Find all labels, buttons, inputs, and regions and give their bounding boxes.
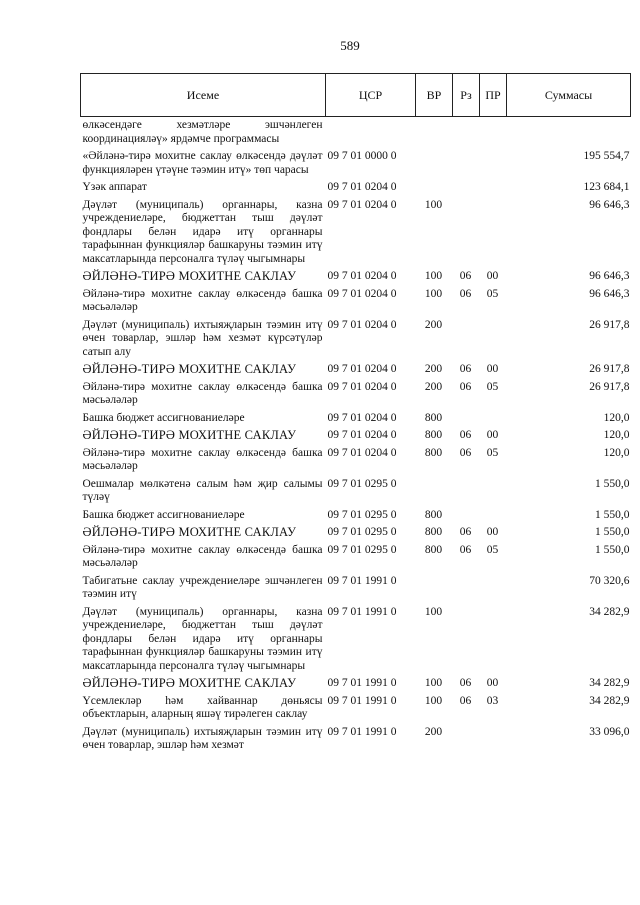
- row-sum: 1 550,0: [595, 526, 630, 538]
- row-vr: 100: [424, 270, 443, 282]
- table-header-row: [81, 74, 631, 117]
- row-csr: 09 7 01 1991 0: [327, 677, 397, 689]
- table-row: [81, 179, 631, 197]
- row-csr: 09 7 01 0204 0: [327, 181, 397, 193]
- row-pr: [480, 117, 507, 149]
- row-name: Дәүләт (муниципаль) ихтыяҗларын тәэмин итү өчен товарлар, эшләр һәм хезмәт: [82, 725, 323, 751]
- row-rz: 06: [459, 694, 472, 707]
- row-vr: [416, 179, 453, 197]
- row-rz: [453, 179, 480, 197]
- row-vr: 100: [424, 198, 443, 211]
- header-vr: ВР: [416, 74, 453, 117]
- row-name: ӘЙЛӘНӘ-ТИРӘ МОХИТНЕ САКЛАУ: [82, 428, 297, 442]
- row-name: Дәүләт (муниципаль) ихтыяҗларын тәэмин итү өчен товарлар, эшләр һәм хезмәт күрсәтүләр сатып алу: [82, 318, 323, 358]
- table-row: [81, 361, 631, 379]
- row-name: Табигатьне саклау учреждениеләре эшчәнлеген тәэмин итү: [82, 574, 323, 600]
- row-name: Дәүләт (муниципаль) органнары, казна учреждениеләре, бюджеттан тыш дәүләт фондлары белән идарә итү органнары тарафыннан функцияләр башкаруны тәэмин итү максатларында персоналга түләү чыгымнары: [82, 605, 323, 672]
- row-csr: 09 7 01 0204 0: [327, 318, 397, 331]
- row-rz: [453, 724, 480, 755]
- row-csr: 09 7 01 0204 0: [327, 380, 397, 393]
- row-csr: 09 7 01 0204 0: [327, 411, 397, 424]
- row-sum: 26 917,8: [589, 380, 630, 393]
- row-sum: 33 096,0: [589, 725, 630, 738]
- row-rz: [453, 317, 480, 362]
- row-name: Әйләнә-тирә мохитне саклау өлкәсендә башка мәсьәләләр: [82, 446, 323, 472]
- row-csr: [326, 117, 416, 149]
- header-sum: Суммасы: [507, 74, 631, 117]
- row-name: Башка бюджет ассигнованиеләре: [82, 508, 245, 521]
- table-row: [81, 445, 631, 476]
- row-csr: 09 7 01 1991 0: [327, 605, 397, 618]
- row-csr: 09 7 01 1991 0: [327, 725, 397, 738]
- row-pr: [480, 724, 507, 755]
- row-name: ӘЙЛӘНӘ-ТИРӘ МОХИТНЕ САКЛАУ: [82, 525, 297, 539]
- row-rz: 06: [459, 363, 472, 375]
- header-pr: ПР: [480, 74, 507, 117]
- row-csr: 09 7 01 0204 0: [327, 270, 397, 282]
- table-row: [81, 117, 631, 149]
- row-sum: 26 917,8: [589, 363, 630, 375]
- row-csr: 09 7 01 0295 0: [327, 543, 397, 556]
- row-pr: [480, 148, 507, 179]
- row-sum: 123 684,1: [583, 181, 630, 193]
- header-rz: Рз: [453, 74, 480, 117]
- row-rz: [453, 604, 480, 676]
- row-name: Әйләнә-тирә мохитне саклау өлкәсендә башка мәсьәләләр: [82, 380, 323, 406]
- row-csr: 09 7 01 1991 0: [327, 694, 397, 707]
- row-pr: [480, 573, 507, 604]
- row-rz: 06: [459, 446, 472, 459]
- row-vr: 100: [424, 287, 443, 300]
- row-csr: 09 7 01 0295 0: [327, 477, 397, 490]
- row-vr: 800: [424, 411, 443, 424]
- row-vr: 200: [424, 380, 443, 393]
- row-pr: 05: [486, 543, 499, 556]
- row-rz: [453, 476, 480, 507]
- table-row: [81, 542, 631, 573]
- row-pr: 05: [486, 380, 499, 393]
- row-rz: 06: [459, 287, 472, 300]
- row-rz: 06: [459, 543, 472, 556]
- row-rz: [453, 573, 480, 604]
- row-pr: [480, 197, 507, 269]
- row-vr: 200: [424, 725, 443, 738]
- row-name: Әйләнә-тирә мохитне саклау өлкәсендә башка мәсьәләләр: [82, 543, 323, 569]
- row-pr: 00: [486, 270, 499, 282]
- row-csr: 09 7 01 0000 0: [327, 150, 397, 162]
- row-sum: 120,0: [603, 446, 630, 459]
- table-row: [81, 197, 631, 269]
- row-rz: 06: [459, 526, 472, 538]
- row-vr: 800: [424, 543, 443, 556]
- row-vr: [416, 476, 453, 507]
- table-body: [81, 117, 631, 755]
- table-row: [81, 379, 631, 410]
- header-name: Исеме: [81, 74, 326, 117]
- row-pr: 00: [486, 429, 499, 441]
- row-vr: 200: [424, 363, 443, 375]
- row-vr: 100: [424, 605, 443, 618]
- row-pr: [480, 317, 507, 362]
- row-name: ӘЙЛӘНӘ-ТИРӘ МОХИТНЕ САКЛАУ: [82, 362, 297, 376]
- row-sum: 1 550,0: [595, 508, 630, 521]
- row-name: ӘЙЛӘНӘ-ТИРӘ МОХИТНЕ САКЛАУ: [82, 676, 297, 690]
- row-csr: 09 7 01 1991 0: [327, 574, 397, 587]
- row-name: ӘЙЛӘНӘ-ТИРӘ МОХИТНЕ САКЛАУ: [82, 269, 297, 283]
- budget-table: [80, 73, 631, 755]
- table-row: [81, 148, 631, 179]
- row-vr: [416, 117, 453, 149]
- row-vr: 800: [424, 526, 443, 538]
- row-sum: 120,0: [603, 429, 630, 441]
- row-pr: [480, 179, 507, 197]
- row-csr: 09 7 01 0204 0: [327, 429, 397, 441]
- table-row: [81, 724, 631, 755]
- row-sum: 1 550,0: [595, 543, 630, 556]
- row-sum: 34 282,9: [589, 605, 630, 618]
- table-row: [81, 268, 631, 286]
- row-rz: [453, 410, 480, 428]
- row-sum: 195 554,7: [583, 150, 630, 162]
- row-csr: 09 7 01 0204 0: [327, 287, 397, 300]
- row-name: «Әйләнә-тирә мохитне саклау өлкәсендә дәүләт функцияләрен үтәүне тәэмин итү» төп чарасы: [82, 150, 323, 176]
- row-csr: 09 7 01 0204 0: [327, 363, 397, 375]
- row-rz: [453, 197, 480, 269]
- row-name: өлкәсендәге хезмәтләре эшчәнлеген координацияләү» ярдәмче программасы: [82, 119, 323, 145]
- row-vr: [416, 573, 453, 604]
- row-vr: 200: [424, 318, 443, 331]
- row-pr: [480, 604, 507, 676]
- table-row: [81, 507, 631, 525]
- row-sum: 96 646,3: [589, 287, 630, 300]
- row-sum: 70 320,6: [589, 574, 630, 587]
- row-pr: 05: [486, 287, 499, 300]
- row-rz: 06: [459, 380, 472, 393]
- row-rz: [453, 507, 480, 525]
- row-pr: 03: [486, 694, 499, 707]
- row-name: Оешмалар мөлкәтенә салым һәм җир салымы түләү: [82, 477, 323, 503]
- row-rz: 06: [459, 270, 472, 282]
- row-rz: [453, 148, 480, 179]
- table-row: [81, 693, 631, 724]
- row-name: Үзәк аппарат: [82, 181, 147, 193]
- table-row: [81, 410, 631, 428]
- row-pr: [480, 476, 507, 507]
- row-sum: 96 646,3: [589, 198, 630, 211]
- page-number: 589: [340, 38, 360, 53]
- row-csr: 09 7 01 0204 0: [327, 198, 397, 211]
- row-vr: [416, 148, 453, 179]
- row-vr: 100: [424, 677, 443, 689]
- row-name: Дәүләт (муниципаль) органнары, казна учреждениеләре, бюджеттан тыш дәүләт фондлары белән идарә итү органнары тарафыннан функцияләр башкаруны тәэмин итү максатларында персоналга түләү чыгымнары: [82, 198, 323, 265]
- row-name: Башка бюджет ассигнованиеләре: [82, 411, 245, 424]
- row-vr: 800: [424, 446, 443, 459]
- row-sum: 34 282,9: [589, 694, 630, 707]
- row-sum: 1 550,0: [595, 477, 630, 490]
- row-sum: 34 282,9: [589, 677, 630, 689]
- row-rz: 06: [459, 429, 472, 441]
- row-pr: 00: [486, 363, 499, 375]
- table-row: [81, 317, 631, 362]
- row-sum: 120,0: [603, 411, 630, 424]
- row-sum: [507, 117, 631, 149]
- row-name: Үсемлекләр һәм хайваннар дөньясы объектларын, аларның яшәү тирәлеген саклау: [82, 694, 323, 720]
- table-row: [81, 675, 631, 693]
- row-vr: 800: [424, 508, 443, 521]
- row-pr: 00: [486, 677, 499, 689]
- row-pr: [480, 410, 507, 428]
- row-pr: 05: [486, 446, 499, 459]
- row-rz: 06: [459, 677, 472, 689]
- row-csr: 09 7 01 0204 0: [327, 446, 397, 459]
- row-csr: 09 7 01 0295 0: [327, 526, 397, 538]
- table-row: [81, 573, 631, 604]
- table-row: [81, 286, 631, 317]
- row-sum: 96 646,3: [589, 270, 630, 282]
- row-pr: 00: [486, 526, 499, 538]
- header-csr: ЦСР: [326, 74, 416, 117]
- row-vr: 800: [424, 429, 443, 441]
- table-row: [81, 604, 631, 676]
- table-row: [81, 476, 631, 507]
- row-sum: 26 917,8: [589, 318, 630, 331]
- row-rz: [453, 117, 480, 149]
- row-csr: 09 7 01 0295 0: [327, 508, 397, 521]
- row-vr: 100: [424, 694, 443, 707]
- row-name: Әйләнә-тирә мохитне саклау өлкәсендә башка мәсьәләләр: [82, 287, 323, 313]
- table-row: [81, 524, 631, 542]
- row-pr: [480, 507, 507, 525]
- table-row: [81, 427, 631, 445]
